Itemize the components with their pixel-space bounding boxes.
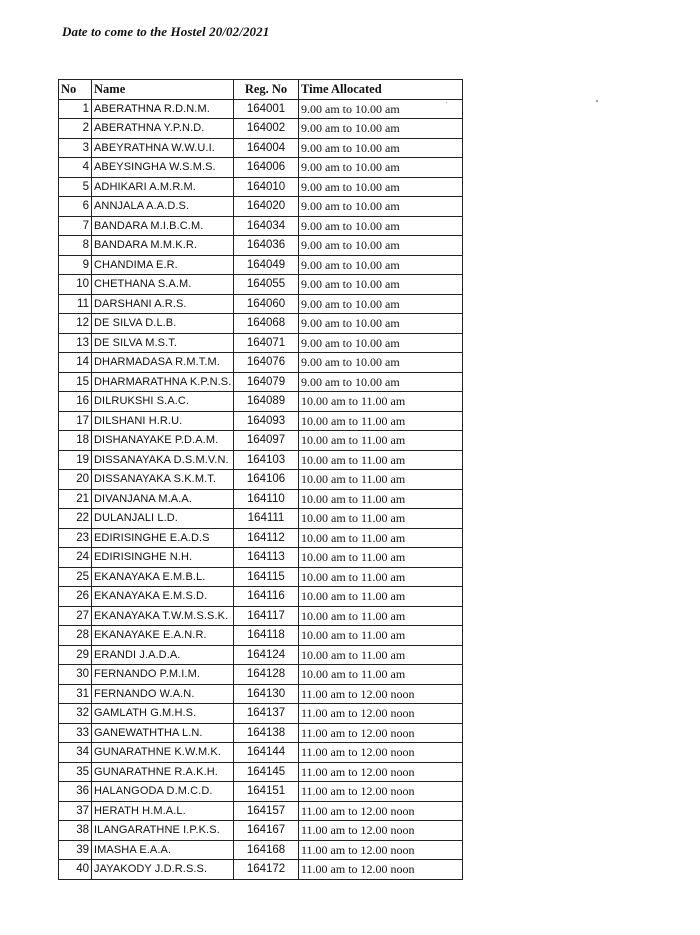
student-name-cell: DARSHANI A.R.S. xyxy=(92,294,234,314)
student-name-cell: EKANAYAKA E.M.S.D. xyxy=(92,587,234,607)
reg-no-cell: 164113 xyxy=(234,548,299,568)
table-row xyxy=(59,255,463,275)
table-row xyxy=(59,567,463,587)
time-allocated-cell: 9.00 am to 10.00 am xyxy=(299,353,463,373)
student-name-cell: EKANAYAKA T.W.M.S.S.K. xyxy=(92,606,234,626)
reg-no-cell: 164089 xyxy=(234,392,299,412)
student-name-cell: CHANDIMA E.R. xyxy=(92,255,234,275)
time-allocated-cell: 10.00 am to 11.00 am xyxy=(299,470,463,490)
time-allocated-cell: 10.00 am to 11.00 am xyxy=(299,665,463,685)
table-row xyxy=(59,587,463,607)
row-number-cell: 22 xyxy=(59,509,92,529)
table-row xyxy=(59,860,463,880)
scan-speck xyxy=(596,100,598,102)
row-number-cell: 39 xyxy=(59,840,92,860)
row-number-cell: 18 xyxy=(59,431,92,451)
table-row xyxy=(59,119,463,139)
time-allocated-cell: 9.00 am to 10.00 am xyxy=(299,275,463,295)
table-row xyxy=(59,470,463,490)
row-number-cell: 9 xyxy=(59,255,92,275)
document-title: Date to come to the Hostel 20/02/2021 xyxy=(62,24,270,39)
reg-no-cell: 164145 xyxy=(234,762,299,782)
student-name-cell: DULANJALI L.D. xyxy=(92,509,234,529)
reg-no-cell: 164079 xyxy=(234,372,299,392)
scan-speck xyxy=(446,102,447,103)
table-row xyxy=(59,294,463,314)
student-name-cell: ERANDI J.A.D.A. xyxy=(92,645,234,665)
time-allocated-cell: 9.00 am to 10.00 am xyxy=(299,216,463,236)
time-allocated-cell: 10.00 am to 11.00 am xyxy=(299,626,463,646)
reg-no-cell: 164137 xyxy=(234,704,299,724)
table-row xyxy=(59,645,463,665)
reg-no-cell: 164071 xyxy=(234,333,299,353)
time-allocated-cell: 10.00 am to 11.00 am xyxy=(299,587,463,607)
time-allocated-cell: 10.00 am to 11.00 am xyxy=(299,548,463,568)
row-number-cell: 17 xyxy=(59,411,92,431)
time-allocated-cell: 10.00 am to 11.00 am xyxy=(299,392,463,412)
student-name-cell: ABEYRATHNA W.W.U.I. xyxy=(92,138,234,158)
row-number-cell: 27 xyxy=(59,606,92,626)
row-number-cell: 2 xyxy=(59,119,92,139)
allocation-table xyxy=(58,79,463,880)
reg-no-cell: 164116 xyxy=(234,587,299,607)
header-row xyxy=(59,80,463,100)
row-number-cell: 26 xyxy=(59,587,92,607)
table-row xyxy=(59,411,463,431)
table-row xyxy=(59,801,463,821)
time-allocated-cell: 11.00 am to 12.00 noon xyxy=(299,840,463,860)
student-name-cell: GUNARATHNE R.A.K.H. xyxy=(92,762,234,782)
student-name-cell: DIVANJANA M.A.A. xyxy=(92,489,234,509)
time-allocated-cell: 9.00 am to 10.00 am xyxy=(299,294,463,314)
reg-no-cell: 164168 xyxy=(234,840,299,860)
table-row xyxy=(59,177,463,197)
time-allocated-cell: 11.00 am to 12.00 noon xyxy=(299,723,463,743)
row-number-cell: 8 xyxy=(59,236,92,256)
reg-no-cell: 164130 xyxy=(234,684,299,704)
row-number-cell: 10 xyxy=(59,275,92,295)
student-name-cell: ABERATHNA Y.P.N.D. xyxy=(92,119,234,139)
student-name-cell: BANDARA M.I.B.C.M. xyxy=(92,216,234,236)
header-reg-no: Reg. No xyxy=(234,80,299,100)
row-number-cell: 16 xyxy=(59,392,92,412)
reg-no-cell: 164117 xyxy=(234,606,299,626)
table-row xyxy=(59,723,463,743)
student-name-cell: GAMLATH G.M.H.S. xyxy=(92,704,234,724)
table-row xyxy=(59,489,463,509)
header-no: No xyxy=(59,80,92,100)
reg-no-cell: 164111 xyxy=(234,509,299,529)
row-number-cell: 12 xyxy=(59,314,92,334)
table-body xyxy=(59,99,463,879)
table-row xyxy=(59,392,463,412)
reg-no-cell: 164006 xyxy=(234,158,299,178)
reg-no-cell: 164151 xyxy=(234,782,299,802)
row-number-cell: 36 xyxy=(59,782,92,802)
table-row xyxy=(59,548,463,568)
row-number-cell: 14 xyxy=(59,353,92,373)
time-allocated-cell: 11.00 am to 12.00 noon xyxy=(299,684,463,704)
student-name-cell: GUNARATHNE K.W.M.K. xyxy=(92,743,234,763)
row-number-cell: 20 xyxy=(59,470,92,490)
reg-no-cell: 164034 xyxy=(234,216,299,236)
table-row xyxy=(59,528,463,548)
time-allocated-cell: 10.00 am to 11.00 am xyxy=(299,567,463,587)
table-row xyxy=(59,216,463,236)
table-row xyxy=(59,606,463,626)
row-number-cell: 11 xyxy=(59,294,92,314)
table-row xyxy=(59,704,463,724)
row-number-cell: 37 xyxy=(59,801,92,821)
reg-no-cell: 164112 xyxy=(234,528,299,548)
table-header xyxy=(59,80,463,100)
row-number-cell: 15 xyxy=(59,372,92,392)
reg-no-cell: 164076 xyxy=(234,353,299,373)
row-number-cell: 38 xyxy=(59,821,92,841)
student-name-cell: ANNJALA A.A.D.S. xyxy=(92,197,234,217)
time-allocated-cell: 11.00 am to 12.00 noon xyxy=(299,762,463,782)
table-row xyxy=(59,99,463,119)
table-row xyxy=(59,626,463,646)
reg-no-cell: 164049 xyxy=(234,255,299,275)
reg-no-cell: 164093 xyxy=(234,411,299,431)
table-row xyxy=(59,333,463,353)
reg-no-cell: 164128 xyxy=(234,665,299,685)
time-allocated-cell: 11.00 am to 12.00 noon xyxy=(299,743,463,763)
table-row xyxy=(59,782,463,802)
row-number-cell: 30 xyxy=(59,665,92,685)
reg-no-cell: 164118 xyxy=(234,626,299,646)
reg-no-cell: 164068 xyxy=(234,314,299,334)
row-number-cell: 19 xyxy=(59,450,92,470)
row-number-cell: 25 xyxy=(59,567,92,587)
table-row xyxy=(59,158,463,178)
reg-no-cell: 164115 xyxy=(234,567,299,587)
student-name-cell: DILSHANI H.R.U. xyxy=(92,411,234,431)
row-number-cell: 31 xyxy=(59,684,92,704)
table-row xyxy=(59,665,463,685)
time-allocated-cell: 11.00 am to 12.00 noon xyxy=(299,860,463,880)
time-allocated-cell: 9.00 am to 10.00 am xyxy=(299,138,463,158)
row-number-cell: 13 xyxy=(59,333,92,353)
student-name-cell: FERNANDO P.M.I.M. xyxy=(92,665,234,685)
time-allocated-cell: 10.00 am to 11.00 am xyxy=(299,645,463,665)
table-row xyxy=(59,353,463,373)
time-allocated-cell: 9.00 am to 10.00 am xyxy=(299,197,463,217)
row-number-cell: 34 xyxy=(59,743,92,763)
row-number-cell: 33 xyxy=(59,723,92,743)
row-number-cell: 4 xyxy=(59,158,92,178)
time-allocated-cell: 9.00 am to 10.00 am xyxy=(299,333,463,353)
reg-no-cell: 164103 xyxy=(234,450,299,470)
row-number-cell: 23 xyxy=(59,528,92,548)
reg-no-cell: 164097 xyxy=(234,431,299,451)
table-row xyxy=(59,684,463,704)
table-row xyxy=(59,197,463,217)
student-name-cell: ABEYSINGHA W.S.M.S. xyxy=(92,158,234,178)
student-name-cell: JAYAKODY J.D.R.S.S. xyxy=(92,860,234,880)
time-allocated-cell: 11.00 am to 12.00 noon xyxy=(299,821,463,841)
student-name-cell: DISSANAYAKA D.S.M.V.N. xyxy=(92,450,234,470)
reg-no-cell: 164060 xyxy=(234,294,299,314)
time-allocated-cell: 9.00 am to 10.00 am xyxy=(299,119,463,139)
student-name-cell: HERATH H.M.A.L. xyxy=(92,801,234,821)
student-name-cell: DE SILVA D.L.B. xyxy=(92,314,234,334)
time-allocated-cell: 9.00 am to 10.00 am xyxy=(299,158,463,178)
reg-no-cell: 164001 xyxy=(234,99,299,119)
student-name-cell: DHARMARATHNA K.P.N.S. xyxy=(92,372,234,392)
time-allocated-cell: 9.00 am to 10.00 am xyxy=(299,314,463,334)
time-allocated-cell: 10.00 am to 11.00 am xyxy=(299,431,463,451)
time-allocated-cell: 9.00 am to 10.00 am xyxy=(299,99,463,119)
time-allocated-cell: 11.00 am to 12.00 noon xyxy=(299,782,463,802)
reg-no-cell: 164110 xyxy=(234,489,299,509)
student-name-cell: ADHIKARI A.M.R.M. xyxy=(92,177,234,197)
reg-no-cell: 164055 xyxy=(234,275,299,295)
row-number-cell: 6 xyxy=(59,197,92,217)
header-time-allocated: Time Allocated xyxy=(299,80,463,100)
student-name-cell: EDIRISINGHE N.H. xyxy=(92,548,234,568)
student-name-cell: IMASHA E.A.A. xyxy=(92,840,234,860)
row-number-cell: 21 xyxy=(59,489,92,509)
table-row xyxy=(59,762,463,782)
time-allocated-cell: 9.00 am to 10.00 am xyxy=(299,236,463,256)
reg-no-cell: 164004 xyxy=(234,138,299,158)
student-name-cell: ILANGARATHNE I.P.K.S. xyxy=(92,821,234,841)
row-number-cell: 32 xyxy=(59,704,92,724)
row-number-cell: 3 xyxy=(59,138,92,158)
student-name-cell: DHARMADASA R.M.T.M. xyxy=(92,353,234,373)
table-row xyxy=(59,821,463,841)
table-row xyxy=(59,743,463,763)
student-name-cell: DE SILVA M.S.T. xyxy=(92,333,234,353)
table-row xyxy=(59,314,463,334)
header-name: Name xyxy=(92,80,234,100)
student-name-cell: EKANAYAKE E.A.N.R. xyxy=(92,626,234,646)
table-row xyxy=(59,450,463,470)
reg-no-cell: 164020 xyxy=(234,197,299,217)
table-row xyxy=(59,372,463,392)
time-allocated-cell: 11.00 am to 12.00 noon xyxy=(299,704,463,724)
time-allocated-cell: 9.00 am to 10.00 am xyxy=(299,372,463,392)
student-name-cell: EDIRISINGHE E.A.D.S xyxy=(92,528,234,548)
row-number-cell: 7 xyxy=(59,216,92,236)
time-allocated-cell: 9.00 am to 10.00 am xyxy=(299,177,463,197)
student-name-cell: FERNANDO W.A.N. xyxy=(92,684,234,704)
reg-no-cell: 164002 xyxy=(234,119,299,139)
student-name-cell: ABERATHNA R.D.N.M. xyxy=(92,99,234,119)
time-allocated-cell: 11.00 am to 12.00 noon xyxy=(299,801,463,821)
time-allocated-cell: 10.00 am to 11.00 am xyxy=(299,509,463,529)
table-row xyxy=(59,431,463,451)
reg-no-cell: 164010 xyxy=(234,177,299,197)
student-name-cell: DISSANAYAKA S.K.M.T. xyxy=(92,470,234,490)
student-name-cell: EKANAYAKA E.M.B.L. xyxy=(92,567,234,587)
reg-no-cell: 164138 xyxy=(234,723,299,743)
row-number-cell: 1 xyxy=(59,99,92,119)
time-allocated-cell: 10.00 am to 11.00 am xyxy=(299,528,463,548)
row-number-cell: 5 xyxy=(59,177,92,197)
reg-no-cell: 164144 xyxy=(234,743,299,763)
reg-no-cell: 164036 xyxy=(234,236,299,256)
reg-no-cell: 164124 xyxy=(234,645,299,665)
row-number-cell: 29 xyxy=(59,645,92,665)
student-name-cell: BANDARA M.M.K.R. xyxy=(92,236,234,256)
row-number-cell: 35 xyxy=(59,762,92,782)
table-row xyxy=(59,840,463,860)
student-name-cell: GANEWATHTHA L.N. xyxy=(92,723,234,743)
row-number-cell: 40 xyxy=(59,860,92,880)
row-number-cell: 28 xyxy=(59,626,92,646)
table-row xyxy=(59,236,463,256)
table-row xyxy=(59,509,463,529)
student-name-cell: DILRUKSHI S.A.C. xyxy=(92,392,234,412)
student-name-cell: CHETHANA S.A.M. xyxy=(92,275,234,295)
reg-no-cell: 164167 xyxy=(234,821,299,841)
table-row xyxy=(59,138,463,158)
time-allocated-cell: 10.00 am to 11.00 am xyxy=(299,450,463,470)
reg-no-cell: 164172 xyxy=(234,860,299,880)
student-name-cell: DISHANAYAKE P.D.A.M. xyxy=(92,431,234,451)
reg-no-cell: 164157 xyxy=(234,801,299,821)
time-allocated-cell: 10.00 am to 11.00 am xyxy=(299,606,463,626)
row-number-cell: 24 xyxy=(59,548,92,568)
time-allocated-cell: 10.00 am to 11.00 am xyxy=(299,489,463,509)
reg-no-cell: 164106 xyxy=(234,470,299,490)
student-name-cell: HALANGODA D.M.C.D. xyxy=(92,782,234,802)
table-row xyxy=(59,275,463,295)
time-allocated-cell: 10.00 am to 11.00 am xyxy=(299,411,463,431)
time-allocated-cell: 9.00 am to 10.00 am xyxy=(299,255,463,275)
